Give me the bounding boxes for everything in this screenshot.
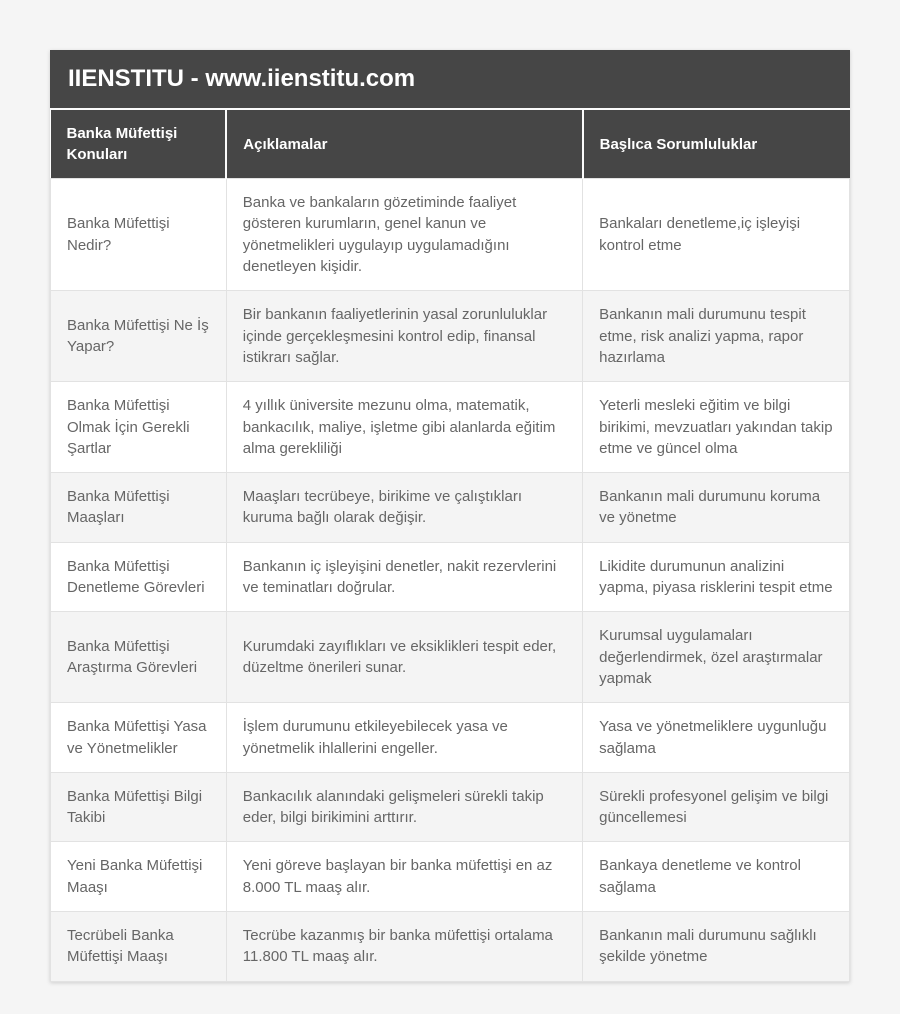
responsibility-cell: Kurumsal uygulamaları değerlendirmek, özel araştırmalar yapmak — [583, 612, 850, 703]
content-card — [50, 50, 850, 982]
topic-cell: Banka Müfettişi Yasa ve Yönetmelikler — [51, 703, 227, 773]
site-title-bar — [50, 50, 850, 108]
responsibility-cell: Yeterli mesleki eğitim ve bilgi birikimi, mevzuatları yakından takip etme ve güncel olma — [583, 382, 850, 473]
responsibility-cell: Bankanın mali durumunu sağlıklı şekilde yönetme — [583, 912, 850, 982]
topic-cell: Banka Müfettişi Olmak İçin Gerekli Şartlar — [51, 382, 227, 473]
column-header-descriptions: Açıklamalar — [226, 109, 582, 179]
description-cell: İşlem durumunu etkileyebilecek yasa ve yönetmelik ihlallerini engeller. — [226, 703, 582, 773]
topic-cell: Yeni Banka Müfettişi Maaşı — [51, 842, 227, 912]
description-cell: Yeni göreve başlayan bir banka müfettişi en az 8.000 TL maaş alır. — [226, 842, 582, 912]
table-row — [51, 291, 850, 382]
responsibility-cell: Yasa ve yönetmeliklere uygunluğu sağlama — [583, 703, 850, 773]
responsibility-cell: Bankanın mali durumunu koruma ve yönetme — [583, 473, 850, 543]
description-cell: 4 yıllık üniversite mezunu olma, matematik, bankacılık, maliye, işletme gibi alanlarda eğitim alma gerekliliği — [226, 382, 582, 473]
table-row — [51, 842, 850, 912]
site-title: IIENSTITU - www.iienstitu.com — [68, 65, 416, 92]
topic-cell: Banka Müfettişi Nedir? — [51, 179, 227, 291]
responsibility-cell: Bankaya denetleme ve kontrol sağlama — [583, 842, 850, 912]
table-row — [51, 912, 850, 982]
description-cell: Maaşları tecrübeye, birikime ve çalıştıkları kuruma bağlı olarak değişir. — [226, 473, 582, 543]
topic-cell: Banka Müfettişi Ne İş Yapar? — [51, 291, 227, 382]
table-row — [51, 382, 850, 473]
description-cell: Bir bankanın faaliyetlerinin yasal zorunluluklar içinde gerçekleşmesini kontrol edip, finansal istikrarı sağlar. — [226, 291, 582, 382]
description-cell: Banka ve bankaların gözetiminde faaliyet gösteren kurumların, genel kanun ve yönetmelikleri uygulayıp uygulamadığını denetleyen kişidir. — [226, 179, 582, 291]
table-body — [51, 179, 850, 981]
responsibility-cell: Bankanın mali durumunu tespit etme, risk analizi yapma, rapor hazırlama — [583, 291, 850, 382]
description-cell: Tecrübe kazanmış bir banka müfettişi ortalama 11.800 TL maaş alır. — [226, 912, 582, 982]
responsibility-cell: Sürekli profesyonel gelişim ve bilgi güncellemesi — [583, 772, 850, 842]
description-cell: Bankanın iç işleyişini denetler, nakit rezervlerini ve teminatları doğrular. — [226, 542, 582, 612]
table-row — [51, 473, 850, 543]
responsibility-cell: Likidite durumunun analizini yapma, piyasa risklerini tespit etme — [583, 542, 850, 612]
topic-cell: Banka Müfettişi Maaşları — [51, 473, 227, 543]
table-row — [51, 612, 850, 703]
topic-cell: Banka Müfettişi Araştırma Görevleri — [51, 612, 227, 703]
info-table — [50, 108, 850, 981]
description-cell: Kurumdaki zayıflıkları ve eksiklikleri tespit eder, düzeltme önerileri sunar. — [226, 612, 582, 703]
table-row — [51, 772, 850, 842]
column-header-topics: Banka Müfettişi Konuları — [51, 109, 227, 179]
column-header-responsibilities: Başlıca Sorumluluklar — [583, 109, 850, 179]
table-row — [51, 703, 850, 773]
responsibility-cell: Bankaları denetleme,iç işleyişi kontrol etme — [583, 179, 850, 291]
table-row — [51, 179, 850, 291]
topic-cell: Banka Müfettişi Bilgi Takibi — [51, 772, 227, 842]
topic-cell: Tecrübeli Banka Müfettişi Maaşı — [51, 912, 227, 982]
topic-cell: Banka Müfettişi Denetleme Görevleri — [51, 542, 227, 612]
description-cell: Bankacılık alanındaki gelişmeleri sürekli takip eder, bilgi birikimini arttırır. — [226, 772, 582, 842]
table-row — [51, 542, 850, 612]
header-row — [51, 109, 850, 179]
